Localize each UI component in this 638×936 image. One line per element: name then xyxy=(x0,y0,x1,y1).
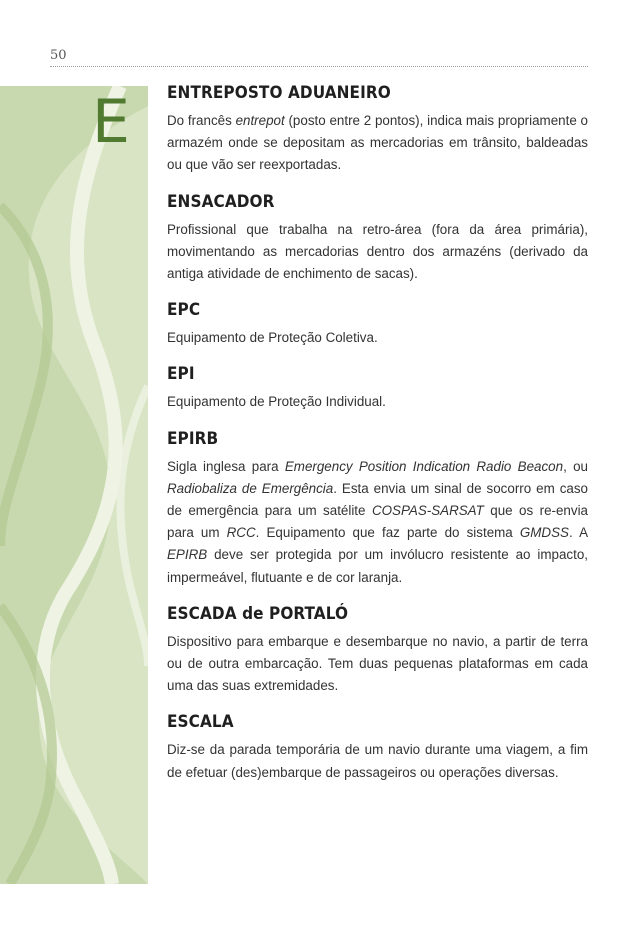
entry-heading: EPIRB xyxy=(167,428,219,449)
entry-heading: ESCADA de PORTALÓ xyxy=(167,603,349,624)
italic-term: EPIRB xyxy=(167,547,208,563)
definition-text: Diz-se da parada temporária de um navio durante uma viagem, a fim de efetuar (des)embarque de passageiros ou operações diversas. xyxy=(167,742,588,780)
entry-heading: EPC xyxy=(167,300,201,321)
page-number: 50 xyxy=(50,48,67,63)
italic-term: COSPAS-SARSAT xyxy=(371,503,484,519)
definition-text: Profissional que trabalha na retro-área (fora da área primária), movimentando as mercadorias dentro dos armazéns (derivado da antiga atividade de enchimento de sacas). xyxy=(167,221,588,282)
entry-definition xyxy=(167,391,588,413)
definition-text: que os re-envia para um xyxy=(167,503,588,541)
entry-heading: ENTREPOSTO ADUANEIRO xyxy=(167,83,391,103)
glossary-entry xyxy=(167,82,588,177)
definition-text: (posto entre 2 pontos), indica mais propriamente o armazém onde se depositam as mercadorias em trânsito, baldeadas ou que vão ser reexportadas. xyxy=(167,113,588,173)
definition-text: . A xyxy=(568,525,588,541)
entry-heading: ESCALA xyxy=(167,712,234,733)
glossary-entry xyxy=(167,603,588,698)
italic-term: Emergency Position Indication Radio Beacon xyxy=(284,458,564,474)
definition-text: Equipamento de Proteção Individual. xyxy=(167,394,386,410)
glossary-content xyxy=(167,82,588,784)
definition-text: Sigla inglesa para xyxy=(167,458,285,474)
italic-term: GMDSS xyxy=(519,525,569,541)
section-letter: E xyxy=(92,87,130,157)
header-dotted-rule xyxy=(50,66,588,67)
definition-text: Do francês xyxy=(167,113,236,128)
definition-text: deve ser protegida por um invólucro resistente ao impacto, impermeável, flutuante e de cor laranja. xyxy=(167,547,588,585)
glossary-entry xyxy=(167,299,588,349)
decorative-side-panel xyxy=(0,86,148,884)
entry-definition xyxy=(167,631,588,698)
glossary-entry xyxy=(167,363,588,413)
definition-text: . Equipamento que faz parte do sistema xyxy=(255,525,520,541)
glossary-entry xyxy=(167,711,588,783)
definition-text: . Esta envia um sinal de socorro em caso de emergência para um satélite xyxy=(167,480,588,519)
entry-definition xyxy=(167,327,588,349)
entry-definition xyxy=(167,110,588,177)
italic-term: entrepot xyxy=(235,113,285,128)
italic-term: RCC xyxy=(226,525,256,541)
italic-term: Radiobaliza de Emergência xyxy=(167,480,334,496)
entry-definition xyxy=(167,739,588,783)
definition-text: Dispositivo para embarque e desembarque no navio, a partir de terra ou de outra embarcação. Tem duas pequenas plataformas em cada uma das suas extremidades. xyxy=(167,633,588,694)
entry-definition xyxy=(167,219,588,286)
definition-text: Equipamento de Proteção Coletiva. xyxy=(167,330,378,346)
glossary-entry xyxy=(167,428,588,589)
decorative-swirl-graphic xyxy=(0,86,148,884)
entry-definition xyxy=(167,456,588,589)
entry-heading: ENSACADOR xyxy=(167,191,275,212)
entry-heading: EPI xyxy=(167,364,195,385)
definition-text: , ou xyxy=(563,458,588,474)
glossary-entry xyxy=(167,191,588,286)
